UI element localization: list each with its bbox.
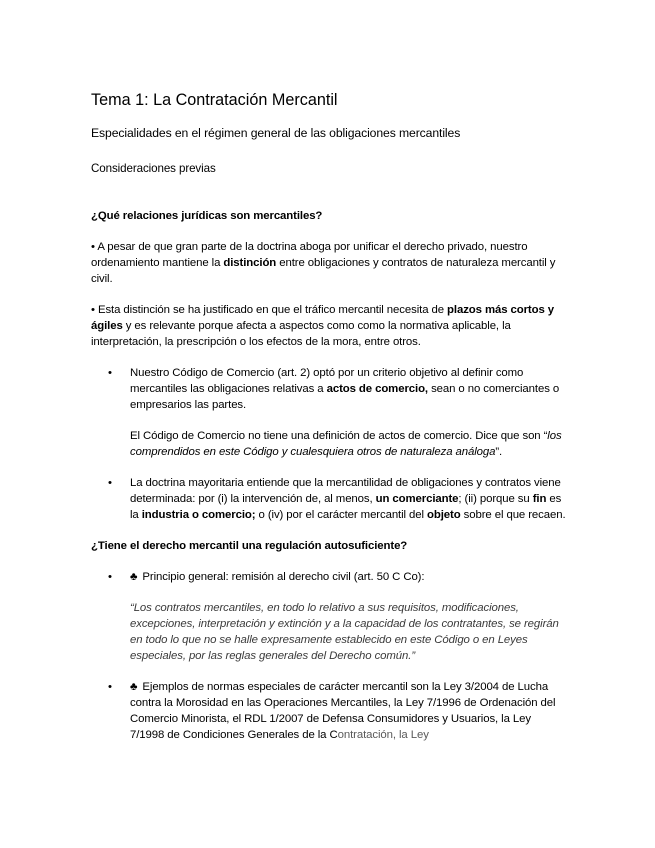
item-text: es la	[130, 493, 562, 521]
item-text: sobre el que recaen.	[460, 509, 566, 521]
club-icon: ♣	[130, 681, 138, 693]
emphasis-text: fin	[532, 493, 547, 505]
quoted-text: los comprendidos en este Código y cualesquiera otros de naturaleza análoga	[130, 430, 562, 458]
legal-quote: “Los contratos mercantiles, en todo lo relativo a sus requisitos, modificaciones, excepciones, interpretación y extinción y a la capacidad de los contratantes, se regirán en todo lo que no se halle expresamente establecido en este Código o en Leyes especiales, por las reglas generales del Derecho común.”	[130, 602, 559, 662]
item-text: ; (ii) porque su	[458, 493, 533, 505]
paragraph-text: y es relevante porque afecta a aspectos como como la normativa aplicable, la interpretación, la prescripción o los efectos de la mora, entre otros.	[91, 320, 511, 348]
bullet-list-1	[91, 365, 567, 523]
paragraph-text: • Esta distinción se ha justificado en que el tráfico mercantil necesita de	[91, 304, 448, 316]
paragraph-text: • A pesar de que gran parte de la doctrina aboga por unificar el derecho privado, nuestro ordenamiento mantiene la	[91, 241, 528, 269]
paragraph-distinction	[91, 239, 567, 287]
list-subparagraph	[130, 428, 567, 460]
item-text: ”.	[495, 446, 503, 458]
emphasis-text: un comerciante	[375, 493, 459, 505]
list-item	[91, 679, 567, 743]
paragraph-text: entre obligaciones y contratos de naturaleza mercantil y civil.	[91, 257, 556, 285]
item-text: Principio general: remisión al derecho civil (art. 50 C Co):	[142, 571, 425, 583]
list-item	[91, 569, 567, 664]
question-heading-2: ¿Tiene el derecho mercantil una regulación autosuficiente?	[91, 540, 408, 552]
item-text: Nuestro Código de Comercio (art. 2) optó por un criterio objetivo al definir como mercantiles las obligaciones relativas a	[130, 367, 524, 395]
club-icon: ♣	[130, 571, 138, 583]
list-item	[91, 365, 567, 460]
emphasis-text: plazos más cortos y ágiles	[91, 304, 555, 332]
subtitle: Especialidades en el régimen general de las obligaciones mercantiles	[91, 126, 461, 140]
paragraph-justification	[91, 302, 567, 350]
emphasis-text: distinción	[223, 257, 277, 269]
bullet-list-2	[91, 569, 567, 743]
emphasis-text: actos de comercio,	[326, 383, 428, 395]
question-heading-1: ¿Qué relaciones jurídicas son mercantiles?	[91, 210, 323, 222]
item-text: El Código de Comercio no tiene una definición de actos de comercio. Dice que son “	[130, 430, 548, 442]
section-heading: Consideraciones previas	[91, 162, 216, 175]
item-text: sean o no comerciantes o empresarios las partes.	[130, 383, 560, 411]
page-title: Tema 1: La Contratación Mercantil	[91, 91, 338, 109]
item-text: La doctrina mayoritaria entiende que la mercantilidad de obligaciones y contratos viene determinada: por (i) la intervención de, al menos,	[130, 477, 561, 505]
emphasis-text: objeto	[427, 509, 461, 521]
item-text-tail: ontratación, la Ley	[337, 729, 429, 741]
item-text: o (iv) por el carácter mercantil del	[255, 509, 428, 521]
item-text: Ejemplos de normas especiales de carácter mercantil son la Ley 3/2004 de Lucha contra la Morosidad en las Operaciones Mercantiles, la Ley 7/1996 de Ordenación del Comercio Minorista, el RDL 1/2007 de Defensa Consumidores y Usuarios, la Ley 7/1998 de Condiciones Generales de la C	[130, 681, 556, 741]
document-body	[91, 90, 567, 758]
emphasis-text: industria o comercio;	[141, 509, 256, 521]
list-item	[91, 475, 567, 523]
